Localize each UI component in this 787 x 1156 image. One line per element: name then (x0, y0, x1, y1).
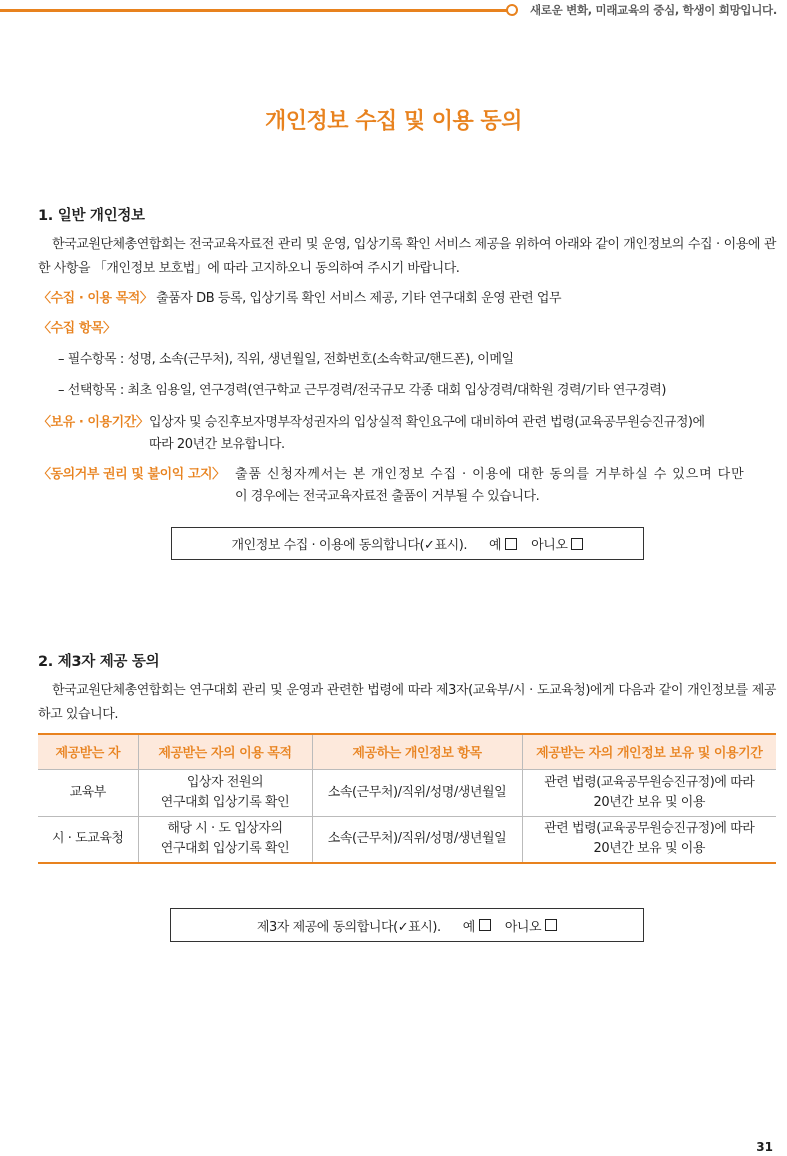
consent-text-2: 제3자 제공에 동의합니다(✓표시). (256, 919, 441, 935)
cell-period-line2: 20년간 보유 및 이용 (593, 841, 705, 857)
cell-purpose (138, 769, 312, 816)
no-label-2: 아니오 (504, 919, 542, 935)
page-number: 31 (756, 1140, 773, 1154)
cell-purpose-line2: 연구대회 입상기록 확인 (160, 841, 290, 857)
items-label: 〈수집 항목〉 (38, 321, 116, 336)
yes-label-1: 예 (489, 538, 502, 553)
yes-label-2: 예 (462, 919, 475, 935)
col-header-purpose: 제공받는 자의 이용 목적 (138, 734, 312, 769)
cell-purpose-line2: 연구대회 입상기록 확인 (160, 794, 290, 810)
section2-heading: 2. 제3자 제공 동의 (38, 654, 160, 670)
consent-text-1: 개인정보 수집 · 이용에 동의합니다(✓표시). (231, 538, 468, 553)
yes-checkbox-2[interactable] (479, 919, 491, 931)
header-rule (0, 9, 508, 12)
cell-period (522, 816, 776, 863)
cell-period-line2: 20년간 보유 및 이용 (593, 794, 705, 810)
cell-items: 소속(근무처)/직위/성명/생년월일 (312, 769, 522, 816)
cell-period-line1: 관련 법령(교육공무원승진규정)에 따라 (544, 821, 755, 837)
cell-purpose-line1: 해당 시 · 도 입상자의 (167, 821, 283, 837)
yes-checkbox-1[interactable] (505, 538, 517, 550)
header-circle-icon (506, 4, 518, 16)
purpose-text: 출품자 DB 등록, 입상기록 확인 서비스 제공, 기타 연구대회 운영 관련 업무 (156, 291, 562, 306)
section1-intro: 한국교원단체총연합회는 전국교육자료전 관리 및 운영, 입상기록 확인 서비스 제공을 위하여 아래와 같이 개인정보의 수집 · 이용에 관한 사항을 「개인정보 보호법」에 따라 고지하오니 동의하여 주시기 바랍니다. (38, 237, 776, 276)
retention-text-1: 입상자 및 승진후보자명부작성권자의 입상실적 확인요구에 대비하여 관련 법령(교육공무원승진규정)에 (149, 415, 705, 430)
refusal-text-2: 이 경우에는 전국교육자료전 출품이 거부될 수 있습니다. (235, 489, 540, 504)
table-row (38, 816, 776, 863)
table-header-row (38, 734, 776, 769)
no-label-1: 아니오 (531, 538, 568, 553)
purpose-label: 〈수집 · 이용 목적〉 (38, 291, 153, 306)
refusal-text-1 (235, 464, 776, 486)
cell-period (522, 769, 776, 816)
no-checkbox-2[interactable] (545, 919, 557, 931)
col-header-items: 제공하는 개인정보 항목 (312, 734, 522, 769)
section2-intro: 한국교원단체총연합회는 연구대회 관리 및 운영과 관련한 법령에 따라 제3자(교육부/시 · 도교육청)에게 다음과 같이 개인정보를 제공하고 있습니다. (38, 683, 776, 722)
retention-label: 〈보유 · 이용기간〉 (38, 415, 149, 430)
purpose-row (38, 288, 561, 310)
page-title: 개인정보 수집 및 이용 동의 (265, 109, 522, 134)
refusal-text-1-content: 출품 신청자께서는 본 개인정보 수집 · 이용에 대한 동의를 거부하실 수 있으며 다만 (235, 467, 745, 482)
cell-items: 소속(근무처)/직위/성명/생년월일 (312, 816, 522, 863)
header-tagline: 새로운 변화, 미래교육의 중심, 학생이 희망입니다. (530, 3, 777, 17)
cell-recipient: 교육부 (38, 769, 138, 816)
optional-items: – 선택항목 : 최초 임용일, 연구경력(연구학교 근무경력/전국규모 각종 대회 입상경력/대학원 경력/기타 연구경력) (58, 383, 666, 398)
table-row (38, 769, 776, 816)
consent-box-2 (170, 908, 644, 942)
cell-purpose (138, 816, 312, 863)
refusal-label: 〈동의거부 권리 및 불이익 고지〉 (38, 467, 225, 482)
no-checkbox-1[interactable] (571, 538, 583, 550)
cell-recipient: 시 · 도교육청 (38, 816, 138, 863)
col-header-period: 제공받는 자의 개인정보 보유 및 이용기간 (522, 734, 776, 769)
required-items: – 필수항목 : 성명, 소속(근무처), 직위, 생년월일, 전화번호(소속학교/핸드폰), 이메일 (58, 352, 514, 367)
page-header (0, 0, 787, 24)
cell-period-line1: 관련 법령(교육공무원승진규정)에 따라 (544, 774, 755, 790)
third-party-table (38, 733, 776, 864)
cell-purpose-line1: 입상자 전원의 (186, 774, 264, 790)
section1-heading: 1. 일반 개인정보 (38, 208, 145, 224)
retention-text-2: 따라 20년간 보유합니다. (149, 437, 285, 452)
col-header-recipient: 제공받는 자 (38, 734, 138, 769)
consent-box-1 (171, 527, 644, 560)
